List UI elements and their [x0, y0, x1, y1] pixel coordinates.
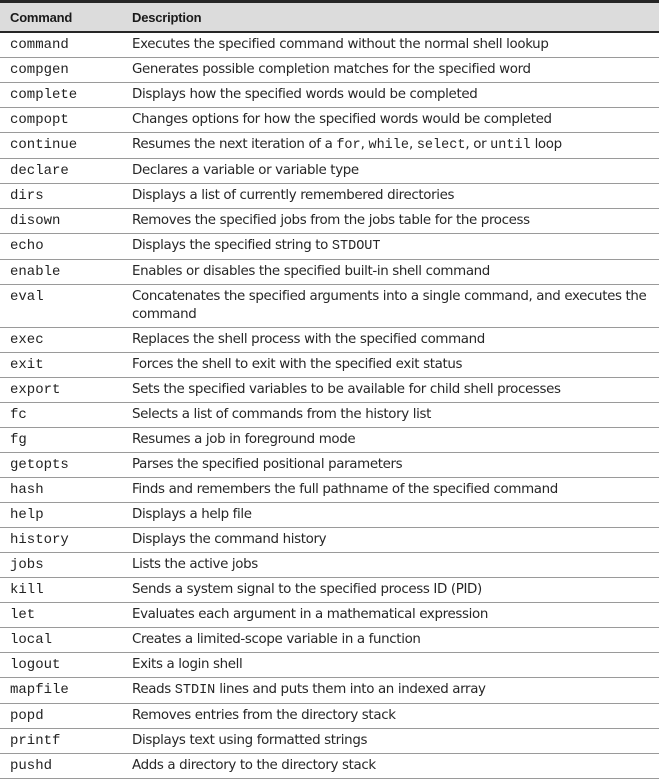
table-row [0, 260, 659, 285]
table-row [0, 428, 659, 453]
description-text: Displays how the specified words would be completed [132, 87, 478, 102]
description-cell [125, 234, 659, 260]
description-text: , [408, 137, 417, 152]
table-row [0, 553, 659, 578]
column-header-description: Description [125, 2, 659, 33]
description-cell [125, 628, 659, 653]
command-cell: getopts [0, 453, 125, 478]
table-row [0, 453, 659, 478]
table-row [0, 159, 659, 184]
table-row [0, 234, 659, 260]
description-cell [125, 603, 659, 628]
command-cell: exit [0, 353, 125, 378]
description-text: Adds a directory to the directory stack [132, 758, 376, 773]
description-cell [125, 378, 659, 403]
table-row [0, 578, 659, 603]
command-cell: compgen [0, 58, 125, 83]
command-cell: command [0, 32, 125, 58]
table-row [0, 628, 659, 653]
inline-code: for [336, 138, 361, 153]
description-cell [125, 503, 659, 528]
description-cell [125, 328, 659, 353]
command-cell: declare [0, 159, 125, 184]
command-cell: dirs [0, 184, 125, 209]
description-cell [125, 578, 659, 603]
table-row [0, 353, 659, 378]
description-text: Displays text using formatted strings [132, 733, 368, 748]
description-cell [125, 528, 659, 553]
description-cell [125, 133, 659, 159]
description-text: Resumes a job in foreground mode [132, 432, 356, 447]
command-cell: pushd [0, 754, 125, 779]
description-text: , [360, 137, 369, 152]
command-cell: echo [0, 234, 125, 260]
table-row [0, 184, 659, 209]
table-row [0, 603, 659, 628]
description-text: , or [465, 137, 491, 152]
description-text: Executes the specified command without the normal shell lookup [132, 37, 549, 52]
description-cell [125, 32, 659, 58]
description-text: Removes entries from the directory stack [132, 708, 396, 723]
description-text: Displays the command history [132, 532, 327, 547]
inline-code: while [368, 138, 409, 153]
description-cell [125, 83, 659, 108]
description-cell [125, 58, 659, 83]
description-cell [125, 108, 659, 133]
command-cell: complete [0, 83, 125, 108]
description-text: Creates a limited-scope variable in a function [132, 632, 421, 647]
description-cell [125, 478, 659, 503]
description-text: Forces the shell to exit with the specified exit status [132, 357, 463, 372]
description-cell [125, 553, 659, 578]
header-row [0, 2, 659, 33]
description-cell [125, 678, 659, 704]
table-row [0, 704, 659, 729]
description-text: Removes the specified jobs from the jobs table for the process [132, 213, 530, 228]
command-cell: logout [0, 653, 125, 678]
description-text: Declares a variable or variable type [132, 163, 359, 178]
table-row [0, 58, 659, 83]
description-cell [125, 653, 659, 678]
description-text: Generates possible completion matches for the specified word [132, 62, 531, 77]
description-text: Displays the specified string to [132, 238, 332, 253]
description-text: Concatenates the specified arguments into a single command, and executes the command [132, 289, 647, 322]
description-text: loop [530, 137, 562, 152]
description-cell [125, 353, 659, 378]
description-text: Reads [132, 682, 175, 697]
description-cell [125, 704, 659, 729]
table-row [0, 328, 659, 353]
inline-code: STDOUT [331, 239, 381, 254]
table-row [0, 403, 659, 428]
description-cell [125, 403, 659, 428]
table-row [0, 83, 659, 108]
description-cell [125, 428, 659, 453]
description-text: Sets the specified variables to be available for child shell processes [132, 382, 561, 397]
description-text: Lists the active jobs [132, 557, 258, 572]
table-row [0, 133, 659, 159]
command-cell: enable [0, 260, 125, 285]
command-cell: hash [0, 478, 125, 503]
description-text: Parses the specified positional parameters [132, 457, 403, 472]
table-row [0, 754, 659, 779]
command-cell: local [0, 628, 125, 653]
table-row [0, 209, 659, 234]
description-cell [125, 209, 659, 234]
command-cell: help [0, 503, 125, 528]
table-row [0, 285, 659, 328]
description-text: Enables or disables the specified built-in shell command [132, 264, 490, 279]
table-row [0, 729, 659, 754]
command-cell: history [0, 528, 125, 553]
table-row [0, 108, 659, 133]
description-cell [125, 754, 659, 779]
description-cell [125, 729, 659, 754]
column-header-command: Command [0, 2, 125, 33]
description-text: Displays a help file [132, 507, 252, 522]
command-cell: export [0, 378, 125, 403]
description-text: Selects a list of commands from the history list [132, 407, 431, 422]
command-cell: continue [0, 133, 125, 159]
inline-code: until [490, 138, 531, 153]
description-cell [125, 184, 659, 209]
command-cell: fc [0, 403, 125, 428]
description-cell [125, 260, 659, 285]
description-cell [125, 285, 659, 328]
description-text: Exits a login shell [132, 657, 243, 672]
command-cell: jobs [0, 553, 125, 578]
table-row [0, 378, 659, 403]
command-cell: mapfile [0, 678, 125, 704]
description-text: Evaluates each argument in a mathematical expression [132, 607, 488, 622]
table-row [0, 678, 659, 704]
table-row [0, 528, 659, 553]
table-header [0, 2, 659, 33]
description-text: Resumes the next iteration of a [132, 137, 337, 152]
description-text: Displays a list of currently remembered directories [132, 188, 455, 203]
table-row [0, 503, 659, 528]
table-body [0, 32, 659, 779]
command-cell: eval [0, 285, 125, 328]
command-cell: fg [0, 428, 125, 453]
table-row [0, 653, 659, 678]
description-cell [125, 159, 659, 184]
command-cell: popd [0, 704, 125, 729]
description-text: Finds and remembers the full pathname of the specified command [132, 482, 558, 497]
command-cell: printf [0, 729, 125, 754]
table-row [0, 32, 659, 58]
inline-code: STDIN [174, 683, 216, 698]
description-text: Replaces the shell process with the specified command [132, 332, 485, 347]
description-cell [125, 453, 659, 478]
description-text: Sends a system signal to the specified process ID (PID) [132, 582, 482, 597]
command-cell: exec [0, 328, 125, 353]
command-cell: let [0, 603, 125, 628]
command-cell: disown [0, 209, 125, 234]
description-text: Changes options for how the specified words would be completed [132, 112, 552, 127]
description-text: lines and puts them into an indexed array [215, 682, 486, 697]
command-cell: kill [0, 578, 125, 603]
table-row [0, 478, 659, 503]
inline-code: select [416, 138, 466, 153]
command-cell: compopt [0, 108, 125, 133]
